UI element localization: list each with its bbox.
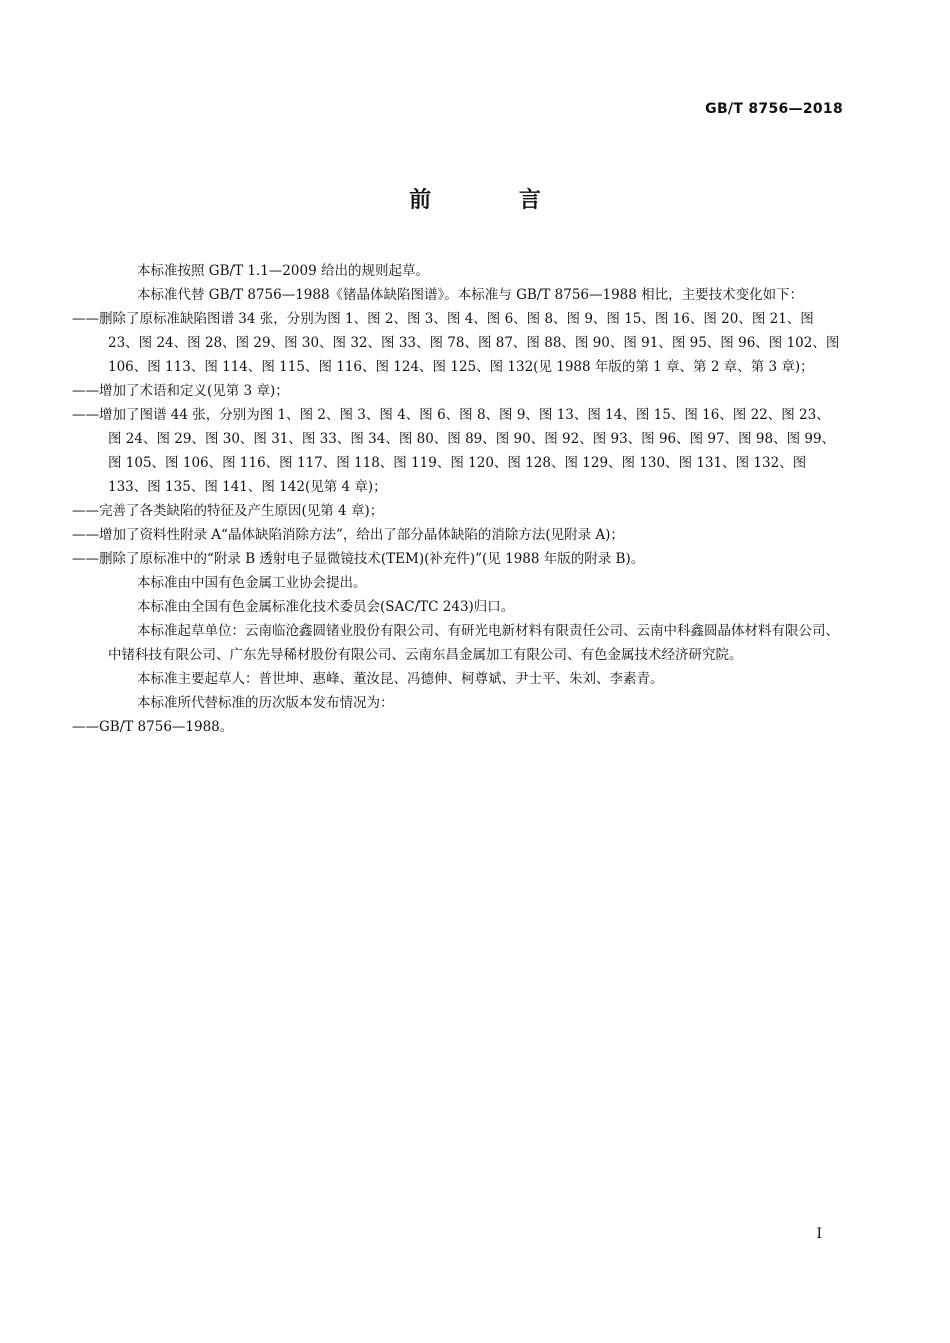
previous-edition-item: ——GB/T 8756—1988。 [72,719,234,735]
change-item-added-figures: ——增加了图谱 44 张，分别为图 1、图 2、图 3、图 4、图 6、图 8、图 9、图 13、图 14、图 15、图 16、图 22、图 23、图 24、图 29、图 30、图 31、图 33、图 34、图 80、图 89、图 90、图 92、图 93、图 96、图 97、图 98、图 99、图 105、图 106、图 116、图 117、图 118、图 119、图 120、图 128、图 129、图 130、图 131、图 132、图 133、图 135、图 141、图 142(见第 4 章)； [72,407,836,495]
change-item-defect-features: ——完善了各类缺陷的特征及产生原因(见第 4 章)； [72,503,384,519]
paragraph-drafting-units: 本标准起草单位：云南临沧鑫圆锗业股份有限公司、有研光电新材料有限责任公司、云南中科鑫圆晶体材料有限公司、中锗科技有限公司、广东先导稀材股份有限公司、云南东昌金属加工有限公司、有色金属技术经济研究院。 [108,623,839,663]
paragraph-drafting-rules: 本标准按照 GB/T 1.1—2009 给出的规则起草。 [137,263,429,279]
change-item-annex-a: ——增加了资料性附录 A“晶体缺陷消除方法”，给出了部分晶体缺陷的消除方法(见附录 A)； [72,527,624,543]
standard-code: GB/T 8756—2018 [705,101,843,117]
paragraph-proposer: 本标准由中国有色金属工业协会提出。 [137,575,367,591]
page-number: I [816,1226,822,1242]
page-title: 前 言 [409,188,581,213]
paragraph-replacement: 本标准代替 GB/T 8756—1988《锗晶体缺陷图谱》。本标准与 GB/T 8756—1988 相比，主要技术变化如下： [137,287,804,303]
change-item-deleted-figures: ——删除了原标准缺陷图谱 34 张，分别为图 1、图 2、图 3、图 4、图 6、图 8、图 9、图 15、图 16、图 20、图 21、图 23、图 24、图 28、图 29、图 30、图 32、图 33、图 78、图 87、图 88、图 90、图 91、图 95、图 96、图 102、图 106、图 113、图 114、图 115、图 116、图 124、图 125、图 132(见 1988 年版的第 1 章、第 2 章、第 3 章)； [72,311,840,375]
change-item-terms: ——增加了术语和定义(见第 3 章)； [72,383,289,399]
paragraph-previous-editions: 本标准所代替标准的历次版本发布情况为： [137,695,394,711]
paragraph-committee: 本标准由全国有色金属标准化技术委员会(SAC/TC 243)归口。 [137,599,515,615]
change-item-deleted-annex-b: ——删除了原标准中的“附录 B 透射电子显微镜技术(TEM)(补充件)”(见 1988 年版的附录 B)。 [72,551,645,567]
document-body [72,259,843,739]
paragraph-drafters: 本标准主要起草人：普世坤、惠峰、董汝昆、冯德伸、柯尊斌、尹士平、朱刘、李素青。 [137,671,664,687]
